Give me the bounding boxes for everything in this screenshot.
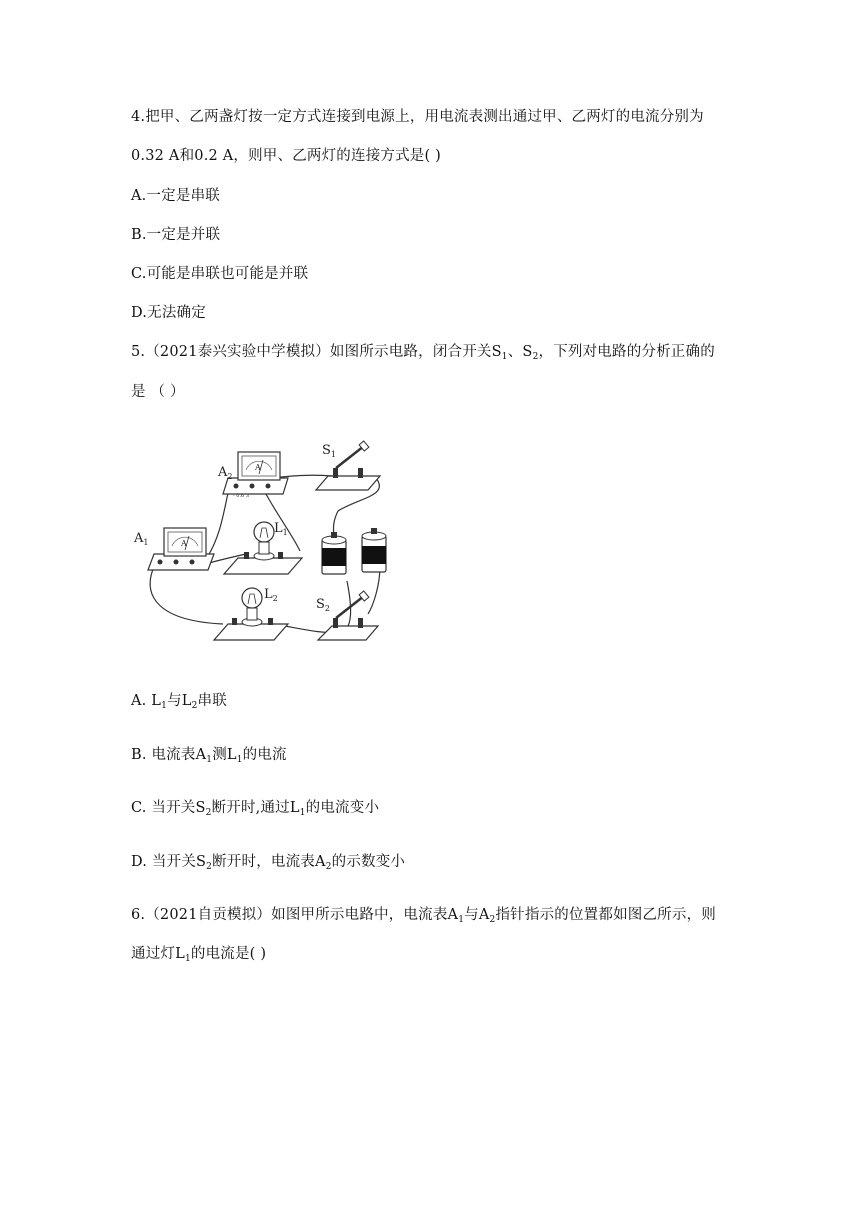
label-a1: $A_1$	[134, 531, 149, 547]
label-s2: $S_2$	[316, 597, 330, 613]
battery-2	[362, 528, 386, 572]
svg-text:A: A	[181, 539, 187, 548]
ammeter-a2	[223, 452, 288, 499]
q5-option-b: B. 电流表$A_1$测$L_1$的电流	[131, 747, 287, 765]
q5-stem-line-1: 5.（2021泰兴实验中学模拟）如图所示电路，闭合开关$S_1$、$S_2$，下列对电路的分析正确的	[131, 344, 715, 362]
q5-option-d: D. 当开关$S_2$断开时，电流表$A_2$的示数变小	[131, 854, 406, 872]
circuit-diagram	[128, 436, 388, 650]
q4-option-c: C.可能是串联也可能是并联	[131, 266, 309, 282]
q5-stem-line-2: 是 （ ）	[131, 384, 185, 400]
svg-text:- 0.6 3: - 0.6 3	[233, 493, 250, 499]
label-s1: $S_1$	[322, 443, 336, 459]
battery-1	[322, 532, 346, 574]
q5-option-c: C. 当开关$S_2$断开时,通过$L_1$的电流变小	[131, 800, 380, 818]
q4-stem-line-2: 0.32 A和0.2 A，则甲、乙两灯的连接方式是( )	[131, 148, 442, 164]
q6-stem-line-1: 6.（2021自贡模拟）如图甲所示电路中，电流表$A_1$与$A_2$指针指示的位置都如图乙所示，则	[131, 907, 716, 925]
q4-option-d: D.无法确定	[131, 305, 206, 321]
label-l1: $L_1$	[274, 521, 288, 537]
bulb-l1	[224, 522, 302, 574]
ammeter-a1	[148, 528, 214, 570]
q6-stem-line-2: 通过灯$L_1$的电流是( )	[131, 946, 267, 964]
q4-stem-line-1: 4.把甲、乙两盏灯按一定方式连接到电源上，用电流表测出通过甲、乙两灯的电流分别为	[131, 109, 704, 125]
q5-option-a: A. $L_1$与$L_2$串联	[131, 693, 227, 711]
switch-s2	[318, 591, 378, 640]
svg-text:A: A	[255, 463, 261, 472]
label-a2: $A_2$	[218, 465, 233, 481]
q4-option-b: B.一定是并联	[131, 227, 221, 243]
label-l2: $L_2$	[264, 587, 278, 603]
q4-option-a: A.一定是串联	[131, 188, 220, 204]
